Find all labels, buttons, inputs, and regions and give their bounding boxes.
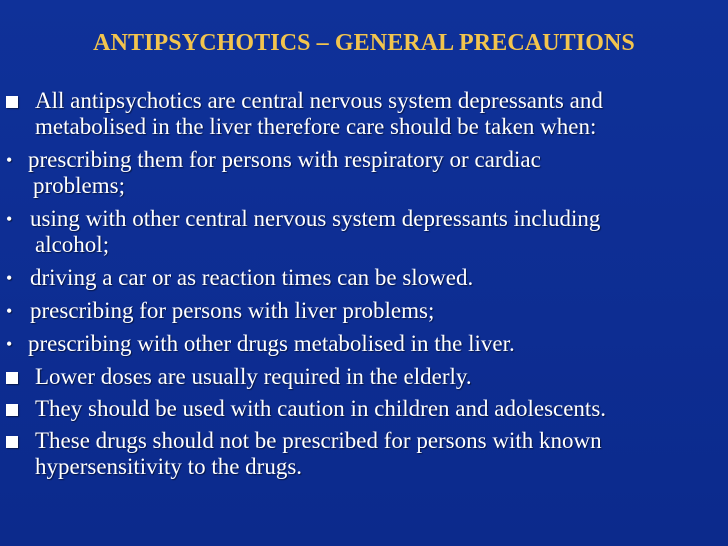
list-item (0, 265, 728, 291)
square-bullet-icon (6, 396, 18, 422)
dot-bullet-icon: • (6, 268, 13, 288)
list-item (0, 298, 728, 324)
item-text: They should be used with caution in children and adolescents. (35, 396, 607, 421)
dot-bullet-icon: • (6, 301, 13, 321)
item-text-cont: alcohol; (35, 232, 110, 257)
item-text: All antipsychotics are central nervous system depressants and (35, 88, 603, 113)
item-text: driving a car or as reaction times can be slowed. (30, 265, 474, 290)
list-item (0, 396, 728, 422)
item-text: These drugs should not be prescribed for persons with known (35, 428, 602, 453)
dot-bullet-icon: • (6, 209, 13, 229)
item-text: using with other central nervous system depressants including (30, 206, 601, 231)
slide-title: ANTIPSYCHOTICS – GENERAL PRECAUTIONS (93, 30, 635, 56)
list-item (0, 428, 728, 480)
bullet-list (0, 88, 728, 487)
list-item (0, 147, 728, 199)
dot-bullet-icon: • (6, 150, 13, 170)
square-bullet-icon (6, 88, 18, 114)
item-text: prescribing with other drugs metabolised in the liver. (28, 331, 515, 356)
list-item (0, 331, 728, 357)
item-text-cont: metabolised in the liver therefore care should be taken when: (35, 114, 597, 139)
list-item (0, 206, 728, 258)
item-text: prescribing for persons with liver problems; (30, 298, 435, 323)
list-item (0, 88, 728, 140)
item-text: Lower doses are usually required in the elderly. (35, 364, 472, 389)
dot-bullet-icon: • (6, 334, 13, 354)
item-text-cont: problems; (33, 173, 125, 198)
square-bullet-icon (6, 428, 18, 454)
list-item (0, 364, 728, 390)
square-bullet-icon (6, 364, 18, 390)
item-text-cont: hypersensitivity to the drugs. (35, 454, 303, 479)
item-text: prescribing them for persons with respiratory or cardiac (28, 147, 541, 172)
